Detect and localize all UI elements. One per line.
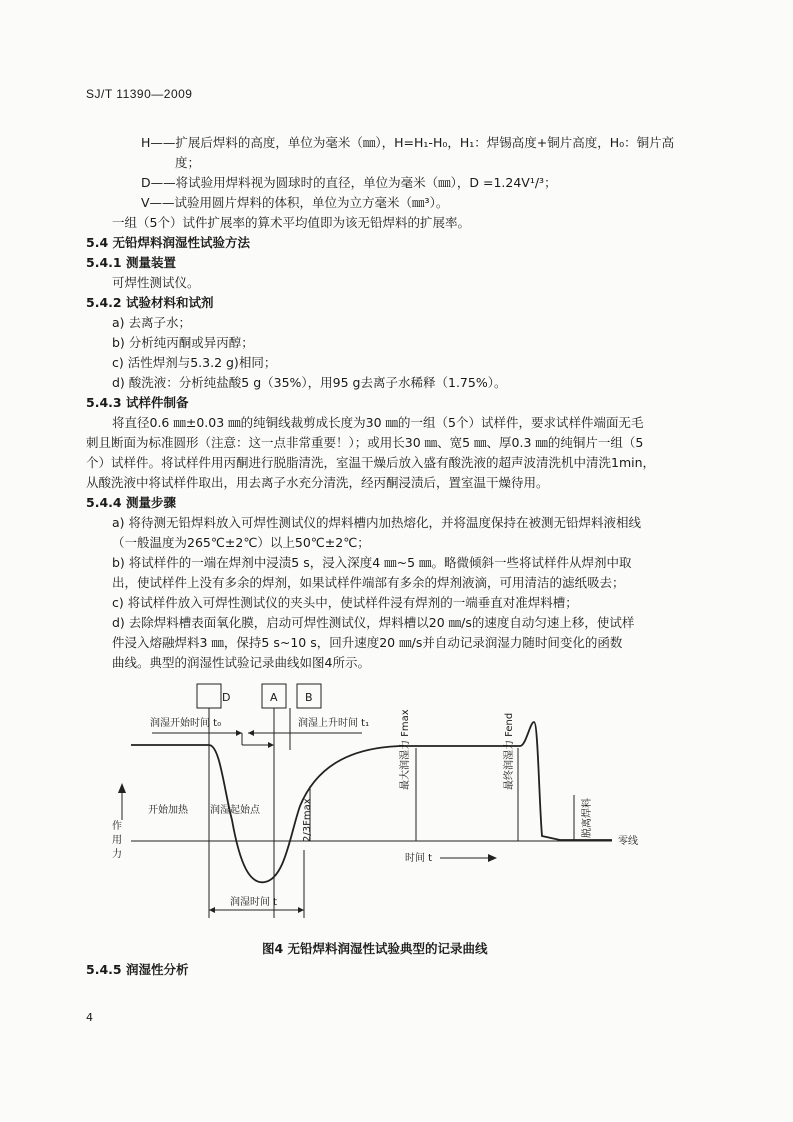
- section-5-4-title: 5.4 无铅焊料润湿性试验方法: [86, 235, 250, 250]
- paragraph-line: 将直径0.6 ㎜±0.03 ㎜的纯铜线裁剪成长度为30 ㎜的一组（5个）试样件，要求试样件端面无毛: [112, 415, 644, 430]
- def-h-line2: 度；: [175, 155, 201, 170]
- zero-line-label: 零线: [618, 836, 638, 847]
- def-h-line1: H——扩展后焊料的高度，单位为毫米（㎜），H=H₁-H₀，H₁：焊锡高度+铜片高度，H₀：铜片高: [141, 135, 675, 150]
- avg-line: 一组（5个）试件扩展率的算术平均值即为该无铅焊料的扩展率。: [112, 215, 470, 230]
- wet-rise-time-label: 润湿上升时间 t₁: [298, 718, 370, 729]
- page-number: 4: [86, 1011, 93, 1024]
- doc-code-header: SJ/T 11390—2009: [86, 87, 193, 101]
- final-force-label: 最终润湿力 Fend: [504, 712, 515, 790]
- def-v-line: V——试验用圆片焊料的体积，单位为立方毫米（㎜³）。: [141, 195, 449, 210]
- step-line: （一般温度为265℃±2℃）以上50℃±2℃；: [112, 535, 370, 550]
- box-d: [197, 684, 221, 708]
- list-item: d) 酸洗液：分析纯盐酸5 g（35%），用95 g去离子水稀释（1.75%）。: [112, 375, 507, 390]
- section-5-4-4-title: 5.4.4 测量步骤: [86, 495, 176, 510]
- figure-box-d-label: D: [222, 691, 231, 704]
- step-line: b) 将试样件的一端在焊剂中浸渍5 s，浸入深度4 ㎜~5 ㎜。略微倾斜一些将试样件从焊剂中取: [112, 555, 632, 570]
- figure-box-b-label: B: [305, 691, 313, 704]
- wet-start-time-label: 润湿开始时间 t₀: [150, 718, 222, 729]
- list-item: c) 活性焊剂与5.3.2 g)相同；: [112, 355, 277, 370]
- two-thirds-fmax-label: 2/3Fmax: [302, 798, 313, 842]
- max-force-label: 最大润湿力 Fmax: [400, 709, 411, 790]
- list-item: a) 去离子水；: [112, 315, 192, 330]
- wetting-force-curve: [131, 722, 612, 882]
- section-5-4-1-text: 可焊性测试仪。: [112, 275, 200, 290]
- section-5-4-5-title: 5.4.5 润湿性分析: [86, 962, 189, 977]
- step-line: 件浸入熔融焊料3 ㎜，保持5 s~10 s，回升速度20 ㎜/s并自动记录润湿力随时间变化的函数: [112, 635, 623, 650]
- section-5-4-1-title: 5.4.1 测量装置: [86, 255, 176, 270]
- wet-time-label: 润湿时间 t: [230, 897, 278, 908]
- start-heating-label: 开始加热: [148, 805, 188, 816]
- wet-start-point-label: 润湿起始点: [210, 805, 260, 816]
- section-5-4-2-title: 5.4.2 试验材料和试剂: [86, 295, 214, 310]
- figure-box-a-label: A: [270, 691, 278, 704]
- list-item: b) 分析纯丙酮或异丙醇；: [112, 335, 254, 350]
- section-5-4-3-title: 5.4.3 试样件制备: [86, 395, 189, 410]
- def-d-line: D——将试验用焊料视为圆球时的直径，单位为毫米（㎜），D =1.24V¹/³；: [141, 175, 557, 190]
- step-line: a) 将待测无铅焊料放入可焊性测试仪的焊料槽内加热熔化，并将温度保持在被测无铅焊料液相线: [112, 515, 642, 530]
- figure-caption: 图4 无铅焊料润湿性试验典型的记录曲线: [262, 941, 488, 956]
- paragraph-line: 刺且断面为标准圆形（注意：这一点非常重要！）；或用长30 ㎜、宽5 ㎜、厚0.3 ㎜的纯铜片一组（5: [86, 435, 644, 450]
- time-axis-label: 时间 t: [405, 853, 433, 864]
- step-line: 出，使试样件上没有多余的焊剂，如果试样件端部有多余的焊剂液滴，可用清洁的滤纸吸去；: [112, 575, 625, 590]
- step-line: 曲线。典型的润湿性试验记录曲线如图4所示。: [112, 655, 370, 670]
- paragraph-line: 个）试样件。将试样件用丙酮进行脱脂清洗，室温干燥后放入盛有酸洗液的超声波清洗机中清洗1min，: [86, 455, 656, 470]
- paragraph-line: 从酸洗液中将试样件取出，用去离子水充分清洗，经丙酮浸渍后，置室温干燥待用。: [86, 475, 549, 490]
- leave-solder-label: 脱离焊料: [582, 798, 593, 838]
- force-axis-label: 作用力: [112, 821, 122, 860]
- step-line: c) 将试样件放入可焊性测试仪的夹头中，使试样件浸有焊剂的一端垂直对准焊料槽；: [112, 595, 578, 610]
- step-line: d) 去除焊料槽表面氧化膜，启动可焊性测试仪，焊料槽以20 ㎜/s的速度自动匀速上移，使试样: [112, 615, 635, 630]
